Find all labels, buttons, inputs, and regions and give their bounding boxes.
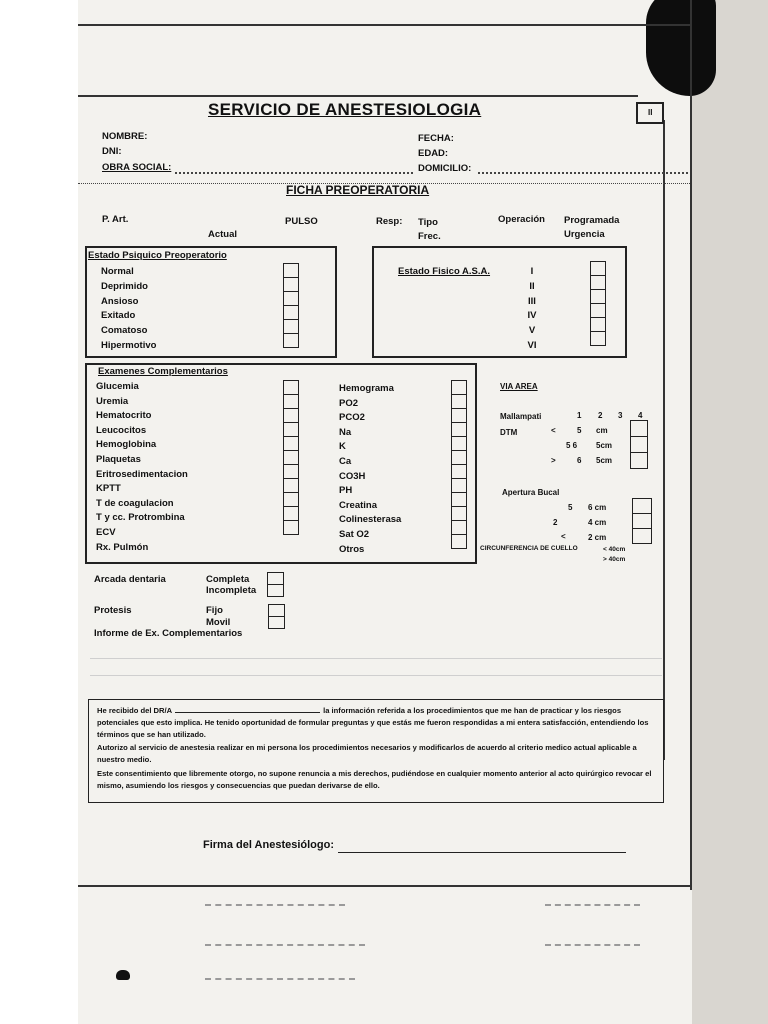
- field-fecha: FECHA:: [418, 133, 454, 144]
- dental-label: Arcada dentaria: [94, 574, 166, 585]
- exam-checkbox[interactable]: [451, 394, 467, 409]
- exam-checkbox[interactable]: [451, 450, 467, 465]
- asa-item: VI: [527, 339, 537, 351]
- page-right-border: [690, 0, 692, 890]
- apertura-num-1: 5: [568, 503, 573, 512]
- exam-checkbox[interactable]: [283, 422, 299, 437]
- exam-checkbox[interactable]: [451, 380, 467, 395]
- dtm-unit-1: cm: [596, 426, 608, 435]
- asa-section: [372, 246, 627, 358]
- exams-heading: Examenes Complementarios: [98, 366, 228, 377]
- protesis-opt-fijo: Fijo: [206, 605, 223, 616]
- psychic-item: Hipermotivo: [101, 339, 157, 351]
- asa-checkboxes: [590, 262, 606, 346]
- exam-checkbox[interactable]: [451, 520, 467, 535]
- asa-checkbox[interactable]: [590, 317, 606, 332]
- ink-blot: [116, 970, 130, 980]
- dtm-label: DTM: [500, 428, 518, 437]
- exam-item: Ca: [339, 455, 352, 467]
- exam-checkbox[interactable]: [451, 492, 467, 507]
- mallampati-2: 2: [598, 411, 603, 420]
- exam-item: ECV: [96, 526, 116, 538]
- pulso-label: PULSO: [285, 216, 318, 227]
- apertura-label: Apertura Bucal: [502, 488, 560, 497]
- exams-left-checkboxes: [283, 381, 299, 535]
- dental-opt-completa: Completa: [206, 574, 250, 585]
- exam-item: Uremia: [96, 395, 129, 407]
- psychic-checkbox[interactable]: [283, 263, 299, 278]
- informe-label: Informe de Ex. Complementarios: [94, 628, 243, 639]
- exam-item: Eritrosedimentacion: [96, 468, 188, 480]
- mallampati-4: 4: [638, 411, 643, 420]
- exam-checkbox[interactable]: [283, 520, 299, 535]
- actual-label: Actual: [208, 229, 238, 240]
- consent-paragraph-3: Este consentimiento que libremente otorgo, no supone renuncia a mis derechos, pudiéndose en cualquier momento anterior al acto quirúrgico revocar el mismo, asumiendo los riesgos y consecuencias que puedan derivarse de ello.: [97, 769, 652, 790]
- apertura-checkboxes: [632, 499, 652, 544]
- psychic-item: Ansioso: [101, 295, 139, 307]
- dtm-checkbox[interactable]: [630, 436, 648, 453]
- neck-label: CIRCUNFERENCIA DE CUELLO: [480, 545, 578, 552]
- asa-checkbox[interactable]: [590, 303, 606, 318]
- exam-item: Colinesterasa: [339, 514, 402, 526]
- exam-item: Rx. Pulmón: [96, 541, 149, 553]
- exam-item: PO2: [339, 397, 359, 409]
- tipo-label: Tipo: [418, 217, 438, 228]
- form-header-title: SERVICIO DE ANESTESIOLOGIA: [208, 100, 482, 119]
- dental-checkbox[interactable]: [267, 584, 284, 597]
- asa-item: V: [528, 325, 536, 337]
- exam-item: Leucocitos: [96, 424, 147, 436]
- exam-checkbox[interactable]: [451, 408, 467, 423]
- psychic-checkboxes: [283, 264, 299, 348]
- exam-checkbox[interactable]: [451, 506, 467, 521]
- signature-label: Firma del Anestesiólogo:: [203, 839, 335, 851]
- dtm-num-3: 6: [577, 456, 582, 465]
- page-margin: [0, 0, 78, 1024]
- dtm-unit-2: 5cm: [596, 441, 613, 450]
- airway-heading: VIA AREA: [500, 382, 538, 391]
- exam-checkbox[interactable]: [283, 380, 299, 395]
- exam-checkbox[interactable]: [283, 408, 299, 423]
- dotted-line-left: [175, 172, 413, 174]
- asa-checkbox[interactable]: [590, 275, 606, 290]
- exam-item: Hematocrito: [96, 410, 152, 422]
- bleed-through-mark: [205, 944, 365, 946]
- protesis-checkboxes: [268, 605, 285, 629]
- dtm-checkbox[interactable]: [630, 452, 648, 469]
- field-domicilio: DOMICILIO:: [418, 163, 472, 174]
- exam-item: T de coagulacion: [96, 497, 174, 509]
- psychic-item: Deprimido: [101, 280, 148, 292]
- field-edad: EDAD:: [418, 148, 449, 159]
- top-rule: [78, 24, 692, 26]
- programada-label: Programada: [564, 215, 620, 226]
- neck-lt: < 40cm: [603, 546, 626, 553]
- consent-text-1: la información referida a los procedimientos que me han de practicar y los riesgos potenciales que esto implica. He tenido oportunidad de formular preguntas y que estás me fueron respondidas a mi entera satisfacción, entendiendo los términos que se han utilizado.: [97, 706, 649, 739]
- signature-line[interactable]: [338, 852, 626, 853]
- psychic-checkbox[interactable]: [283, 291, 299, 306]
- exam-checkbox[interactable]: [283, 436, 299, 451]
- apertura-sign-3: <: [561, 532, 566, 541]
- psychic-item: Comatoso: [101, 325, 148, 337]
- thumb-shadow: [646, 0, 716, 96]
- dental-checkboxes: [267, 573, 284, 597]
- page-mark: II: [648, 108, 653, 117]
- dtm-num-2: 5 6: [566, 441, 578, 450]
- exam-checkbox[interactable]: [283, 450, 299, 465]
- exam-item: KPTT: [96, 483, 121, 495]
- dtm-unit-3: 5cm: [596, 456, 613, 465]
- exams-left-list: [96, 380, 188, 555]
- exam-checkbox[interactable]: [451, 422, 467, 437]
- psychic-checkbox[interactable]: [283, 333, 299, 348]
- field-dni: DNI:: [102, 146, 122, 157]
- exam-item: Creatina: [339, 499, 378, 511]
- faint-line: [90, 658, 662, 659]
- protesis-opt-movil: Movil: [206, 617, 231, 628]
- apertura-checkbox[interactable]: [632, 513, 652, 529]
- field-obra-social: OBRA SOCIAL:: [102, 162, 172, 173]
- exam-item: PH: [339, 485, 353, 497]
- field-nombre: NOMBRE:: [102, 131, 148, 142]
- exam-item: Plaquetas: [96, 453, 141, 465]
- exam-checkbox[interactable]: [451, 436, 467, 451]
- exam-item: Sat O2: [339, 528, 370, 540]
- dtm-sign-1: <: [551, 426, 556, 435]
- asa-item: II: [529, 280, 535, 292]
- exam-checkbox[interactable]: [283, 478, 299, 493]
- asa-checkbox[interactable]: [590, 261, 606, 276]
- exam-item: T y cc. Protrombina: [96, 512, 185, 524]
- asa-item: III: [528, 295, 536, 307]
- apertura-unit-2: 4 cm: [588, 518, 607, 527]
- dotted-line-right: [478, 172, 688, 174]
- consent-dr-prefix: He recibido del DR/A: [97, 706, 173, 715]
- exam-checkbox[interactable]: [451, 534, 467, 549]
- p-art-label: P. Art.: [102, 214, 129, 225]
- form-top-border: [78, 95, 638, 97]
- apertura-unit-3: 2 cm: [588, 533, 607, 542]
- exam-item: Na: [339, 426, 352, 438]
- exam-item: Otros: [339, 543, 365, 555]
- asa-checkbox[interactable]: [590, 289, 606, 304]
- asa-item: IV: [527, 310, 537, 322]
- bleed-through-mark: [545, 944, 640, 946]
- exam-checkbox[interactable]: [283, 464, 299, 479]
- psychic-checkbox[interactable]: [283, 319, 299, 334]
- exam-item: Glucemia: [96, 381, 139, 392]
- asa-heading: Estado Fisico A.S.A.: [398, 266, 491, 277]
- dtm-checkbox[interactable]: [630, 420, 648, 437]
- consent-paragraph-1: [97, 705, 657, 741]
- mallampati-label: Mallampati: [500, 412, 542, 421]
- exam-item: PCO2: [339, 412, 365, 424]
- exam-item: Hemograma: [339, 383, 394, 394]
- asa-item: I: [530, 266, 534, 277]
- page-mark-box: [636, 102, 664, 124]
- resp-label: Resp:: [376, 216, 403, 227]
- exams-right-checkboxes: [451, 381, 467, 549]
- operacion-label: Operación: [498, 214, 545, 225]
- form-right-border: [663, 120, 665, 760]
- dental-opt-incompleta: Incompleta: [206, 585, 257, 596]
- psychic-checkbox[interactable]: [283, 305, 299, 320]
- exam-checkbox[interactable]: [283, 506, 299, 521]
- bleed-through-mark: [545, 904, 640, 906]
- asa-list: [526, 265, 538, 354]
- apertura-num-2: 2: [553, 518, 558, 527]
- exam-checkbox[interactable]: [451, 478, 467, 493]
- faint-line: [90, 675, 662, 676]
- exam-item: K: [339, 441, 346, 453]
- protesis-label: Protesis: [94, 605, 132, 616]
- exam-checkbox[interactable]: [283, 394, 299, 409]
- consent-paragraph-2: Autorizo al servicio de anestesia realizar en mi persona los procedimientos necesarios y modificarlos de acuerdo al criterio medico actual aplicable a nuestro medio.: [97, 743, 637, 764]
- frec-label: Frec.: [418, 231, 441, 242]
- mallampati-3: 3: [618, 411, 623, 420]
- psychic-list: [101, 265, 156, 354]
- dtm-checkboxes: [630, 421, 648, 469]
- psychic-item: Normal: [101, 266, 134, 277]
- dtm-sign-3: >: [551, 456, 556, 465]
- exam-checkbox[interactable]: [283, 492, 299, 507]
- exam-item: Hemoglobina: [96, 439, 157, 451]
- bottom-rule: [78, 885, 692, 887]
- neck-gt: > 40cm: [603, 556, 626, 563]
- apertura-checkbox[interactable]: [632, 528, 652, 544]
- exam-item: CO3H: [339, 470, 366, 482]
- exams-right-list: [339, 382, 401, 557]
- doctor-name-blank[interactable]: [175, 712, 320, 713]
- bleed-through-mark: [205, 978, 355, 980]
- form-title: FICHA PREOPERATORIA: [286, 183, 430, 197]
- psychic-heading: Estado Psiquico Preoperatorio: [88, 250, 227, 261]
- psychic-item: Exitado: [101, 310, 136, 322]
- psychic-checkbox[interactable]: [283, 277, 299, 292]
- apertura-checkbox[interactable]: [632, 498, 652, 514]
- mallampati-1: 1: [577, 411, 582, 420]
- protesis-checkbox[interactable]: [268, 616, 285, 629]
- urgencia-label: Urgencia: [564, 229, 605, 240]
- bleed-through-mark: [205, 904, 345, 906]
- apertura-unit-1: 6 cm: [588, 503, 607, 512]
- asa-checkbox[interactable]: [590, 331, 606, 346]
- exam-checkbox[interactable]: [451, 464, 467, 479]
- dtm-num-1: 5: [577, 426, 582, 435]
